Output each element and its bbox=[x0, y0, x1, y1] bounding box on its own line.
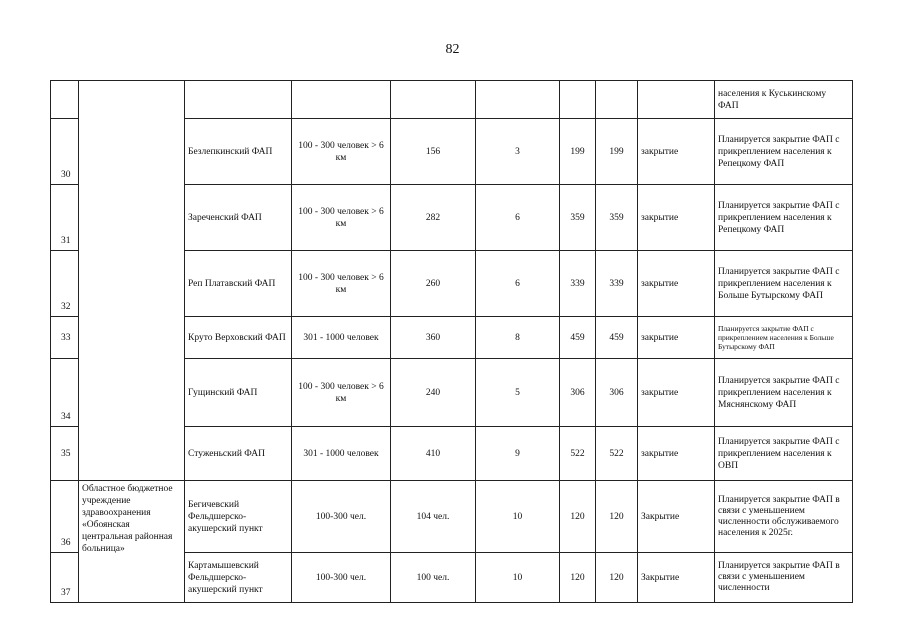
note-cell: Планируется закрытие ФАП с прикреплением населения к Репецкому ФАП bbox=[715, 185, 853, 251]
note-cell: Планируется закрытие ФАП с прикреплением населения к Больше Бутырскому ФАП bbox=[715, 251, 853, 317]
row-number: 35 bbox=[51, 427, 79, 481]
value-1: 359 bbox=[560, 185, 596, 251]
population-category: 301 - 1000 человек bbox=[292, 427, 391, 481]
note-cell: Планируется закрытие ФАП в связи с уменьшением численности обслуживаемого населения к 2025г. bbox=[715, 481, 853, 553]
organization-cell: Областное бюджетное учреждение здравоохранения «Обоянская центральная районная больница» bbox=[79, 481, 185, 603]
value-2: 459 bbox=[596, 317, 638, 359]
action-cell bbox=[638, 81, 715, 119]
value-2: 199 bbox=[596, 119, 638, 185]
note-cell: Планируется закрытие ФАП с прикреплением населения к ОВП bbox=[715, 427, 853, 481]
note-cell: населения к Куськинскому ФАП bbox=[715, 81, 853, 119]
value-2: 339 bbox=[596, 251, 638, 317]
fap-name: Картамышевский Фельдшерско-акушерский пункт bbox=[185, 553, 292, 603]
note-cell: Планируется закрытие ФАП с прикреплением населения к Репецкому ФАП bbox=[715, 119, 853, 185]
action-cell: закрытие bbox=[638, 119, 715, 185]
page-number: 82 bbox=[445, 42, 460, 57]
value-2: 359 bbox=[596, 185, 638, 251]
staff-value: 10 bbox=[476, 481, 560, 553]
value-1: 339 bbox=[560, 251, 596, 317]
staff-value bbox=[476, 81, 560, 119]
action-cell: закрытие bbox=[638, 359, 715, 427]
population-category: 100-300 чел. bbox=[292, 553, 391, 603]
value-1: 120 bbox=[560, 553, 596, 603]
fap-name: Реп Платавский ФАП bbox=[185, 251, 292, 317]
fap-name: Гущинский ФАП bbox=[185, 359, 292, 427]
row-number: 36 bbox=[51, 481, 79, 553]
table-row bbox=[51, 81, 853, 119]
population-value: 100 чел. bbox=[391, 553, 476, 603]
row-number: 33 bbox=[51, 317, 79, 359]
action-cell: закрытие bbox=[638, 185, 715, 251]
population-value: 104 чел. bbox=[391, 481, 476, 553]
row-number: 34 bbox=[51, 359, 79, 427]
action-cell: закрытие bbox=[638, 317, 715, 359]
value-2: 522 bbox=[596, 427, 638, 481]
row-number: 37 bbox=[51, 553, 79, 603]
population-category: 100 - 300 человек > 6 км bbox=[292, 251, 391, 317]
row-number: 30 bbox=[51, 119, 79, 185]
staff-value: 5 bbox=[476, 359, 560, 427]
population-category: 100 - 300 человек > 6 км bbox=[292, 185, 391, 251]
population-value: 282 bbox=[391, 185, 476, 251]
population-category: 100 - 300 человек > 6 км bbox=[292, 119, 391, 185]
staff-value: 6 bbox=[476, 185, 560, 251]
fap-table bbox=[50, 80, 853, 603]
note-cell: Планируется закрытие ФАП в связи с уменьшением численности bbox=[715, 553, 853, 603]
population-value: 410 bbox=[391, 427, 476, 481]
value-2: 120 bbox=[596, 553, 638, 603]
value-1: 459 bbox=[560, 317, 596, 359]
value-1: 120 bbox=[560, 481, 596, 553]
staff-value: 3 bbox=[476, 119, 560, 185]
value-1: 199 bbox=[560, 119, 596, 185]
note-cell: Планируется закрытие ФАП с прикреплением населения к Больше Бутырскому ФАП bbox=[715, 317, 853, 359]
action-cell: Закрытие bbox=[638, 553, 715, 603]
value-1 bbox=[560, 81, 596, 119]
action-cell: Закрытие bbox=[638, 481, 715, 553]
value-1: 522 bbox=[560, 427, 596, 481]
organization-cell bbox=[79, 81, 185, 481]
population-category bbox=[292, 81, 391, 119]
population-value: 240 bbox=[391, 359, 476, 427]
fap-name: Стуженьский ФАП bbox=[185, 427, 292, 481]
value-1: 306 bbox=[560, 359, 596, 427]
fap-name: Зареченский ФАП bbox=[185, 185, 292, 251]
population-category: 100 - 300 человек > 6 км bbox=[292, 359, 391, 427]
staff-value: 8 bbox=[476, 317, 560, 359]
action-cell: закрытие bbox=[638, 251, 715, 317]
value-2: 120 bbox=[596, 481, 638, 553]
staff-value: 9 bbox=[476, 427, 560, 481]
population-value bbox=[391, 81, 476, 119]
fap-name: Бегичевский Фельдшерско-акушерский пункт bbox=[185, 481, 292, 553]
row-number: 31 bbox=[51, 185, 79, 251]
row-number: 32 bbox=[51, 251, 79, 317]
population-value: 260 bbox=[391, 251, 476, 317]
population-category: 301 - 1000 человек bbox=[292, 317, 391, 359]
value-2: 306 bbox=[596, 359, 638, 427]
fap-name bbox=[185, 81, 292, 119]
table-row bbox=[51, 481, 853, 553]
population-value: 156 bbox=[391, 119, 476, 185]
value-2 bbox=[596, 81, 638, 119]
staff-value: 6 bbox=[476, 251, 560, 317]
note-cell: Планируется закрытие ФАП с прикреплением населения к Мяснянскому ФАП bbox=[715, 359, 853, 427]
staff-value: 10 bbox=[476, 553, 560, 603]
population-value: 360 bbox=[391, 317, 476, 359]
fap-name: Круто Верховский ФАП bbox=[185, 317, 292, 359]
population-category: 100-300 чел. bbox=[292, 481, 391, 553]
row-number bbox=[51, 81, 79, 119]
fap-name: Безлепкинский ФАП bbox=[185, 119, 292, 185]
action-cell: закрытие bbox=[638, 427, 715, 481]
